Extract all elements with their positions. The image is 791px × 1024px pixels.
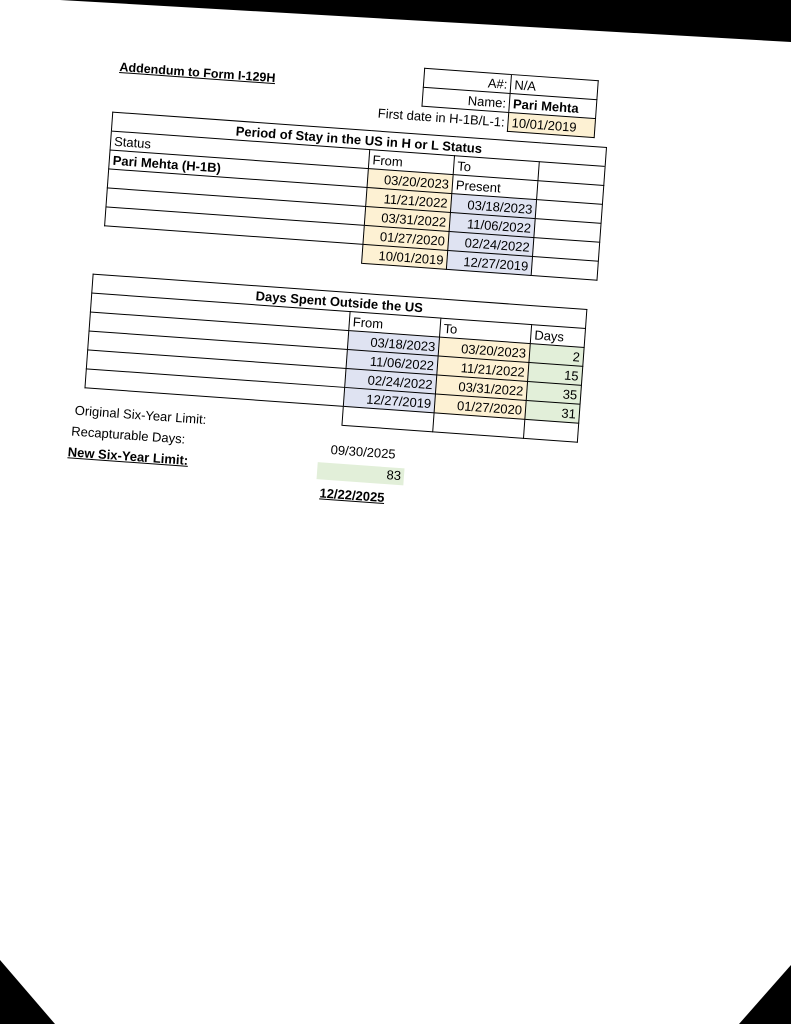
stay-from-cell: 03/31/2022 xyxy=(364,206,450,231)
period-of-stay-heading: Period of Stay in the US in H or L Status xyxy=(111,112,606,166)
form-addendum xyxy=(67,60,619,555)
outside-days-cell: 2 xyxy=(529,344,584,367)
original-limit-label: Original Six-Year Limit: xyxy=(74,402,207,428)
first-date-value: 10/01/2019 xyxy=(508,112,596,137)
stay-to-cell: 12/27/2019 xyxy=(446,250,532,275)
outside-to-cell: 03/20/2023 xyxy=(438,337,530,362)
stay-from-cell: 01/27/2020 xyxy=(363,225,449,250)
status-value: Pari Mehta (H-1B) xyxy=(109,150,369,187)
status-header: Status xyxy=(110,131,370,168)
stay-to-cell: 02/24/2022 xyxy=(448,231,534,256)
outside-to-cell: 03/31/2022 xyxy=(435,375,527,400)
outside-from-cell: 11/06/2022 xyxy=(346,349,438,374)
period-of-stay-table xyxy=(103,112,607,281)
stay-from-cell: 03/20/2023 xyxy=(367,169,453,194)
recapturable-days-label: Recapturable Days: xyxy=(70,423,186,447)
new-limit-label: New Six-Year Limit: xyxy=(67,444,189,468)
outside-from-cell: 03/18/2023 xyxy=(347,331,439,356)
outside-from-cell: 02/24/2022 xyxy=(345,368,437,393)
outside-from-cell: 12/27/2019 xyxy=(343,387,435,412)
outside-to-header: To xyxy=(440,318,532,343)
first-date-label: First date in H-1B/L-1: xyxy=(377,105,506,130)
a-number-value: N/A xyxy=(510,75,598,100)
outside-days-cell: 31 xyxy=(525,400,580,423)
stay-to-header: To xyxy=(453,156,539,181)
name-value: Pari Mehta xyxy=(509,93,597,118)
name-label: Name: xyxy=(422,87,510,112)
outside-days-cell: 15 xyxy=(528,363,583,386)
a-number-label: A#: xyxy=(423,68,511,93)
outside-from-header: From xyxy=(349,312,441,337)
outside-to-cell: 01/27/2020 xyxy=(434,394,526,419)
document-title: Addendum to Form I-129H xyxy=(118,60,276,86)
original-limit-value: 09/30/2025 xyxy=(330,442,397,462)
stay-to-cell: 03/18/2023 xyxy=(450,194,536,219)
outside-days-cell: 35 xyxy=(526,381,581,404)
outside-days-header: Days xyxy=(530,325,585,348)
stay-from-header: From xyxy=(368,150,454,175)
new-limit-value: 12/22/2025 xyxy=(319,485,386,506)
stay-to-cell: Present xyxy=(452,175,538,200)
days-outside-heading: Days Spent Outside the US xyxy=(92,274,587,328)
recapturable-days-value: 83 xyxy=(317,462,405,485)
stay-from-cell: 11/21/2022 xyxy=(366,187,452,212)
stay-to-cell: 11/06/2022 xyxy=(449,213,535,238)
outside-to-cell: 11/21/2022 xyxy=(437,356,529,381)
stay-from-cell: 10/01/2019 xyxy=(362,244,448,269)
